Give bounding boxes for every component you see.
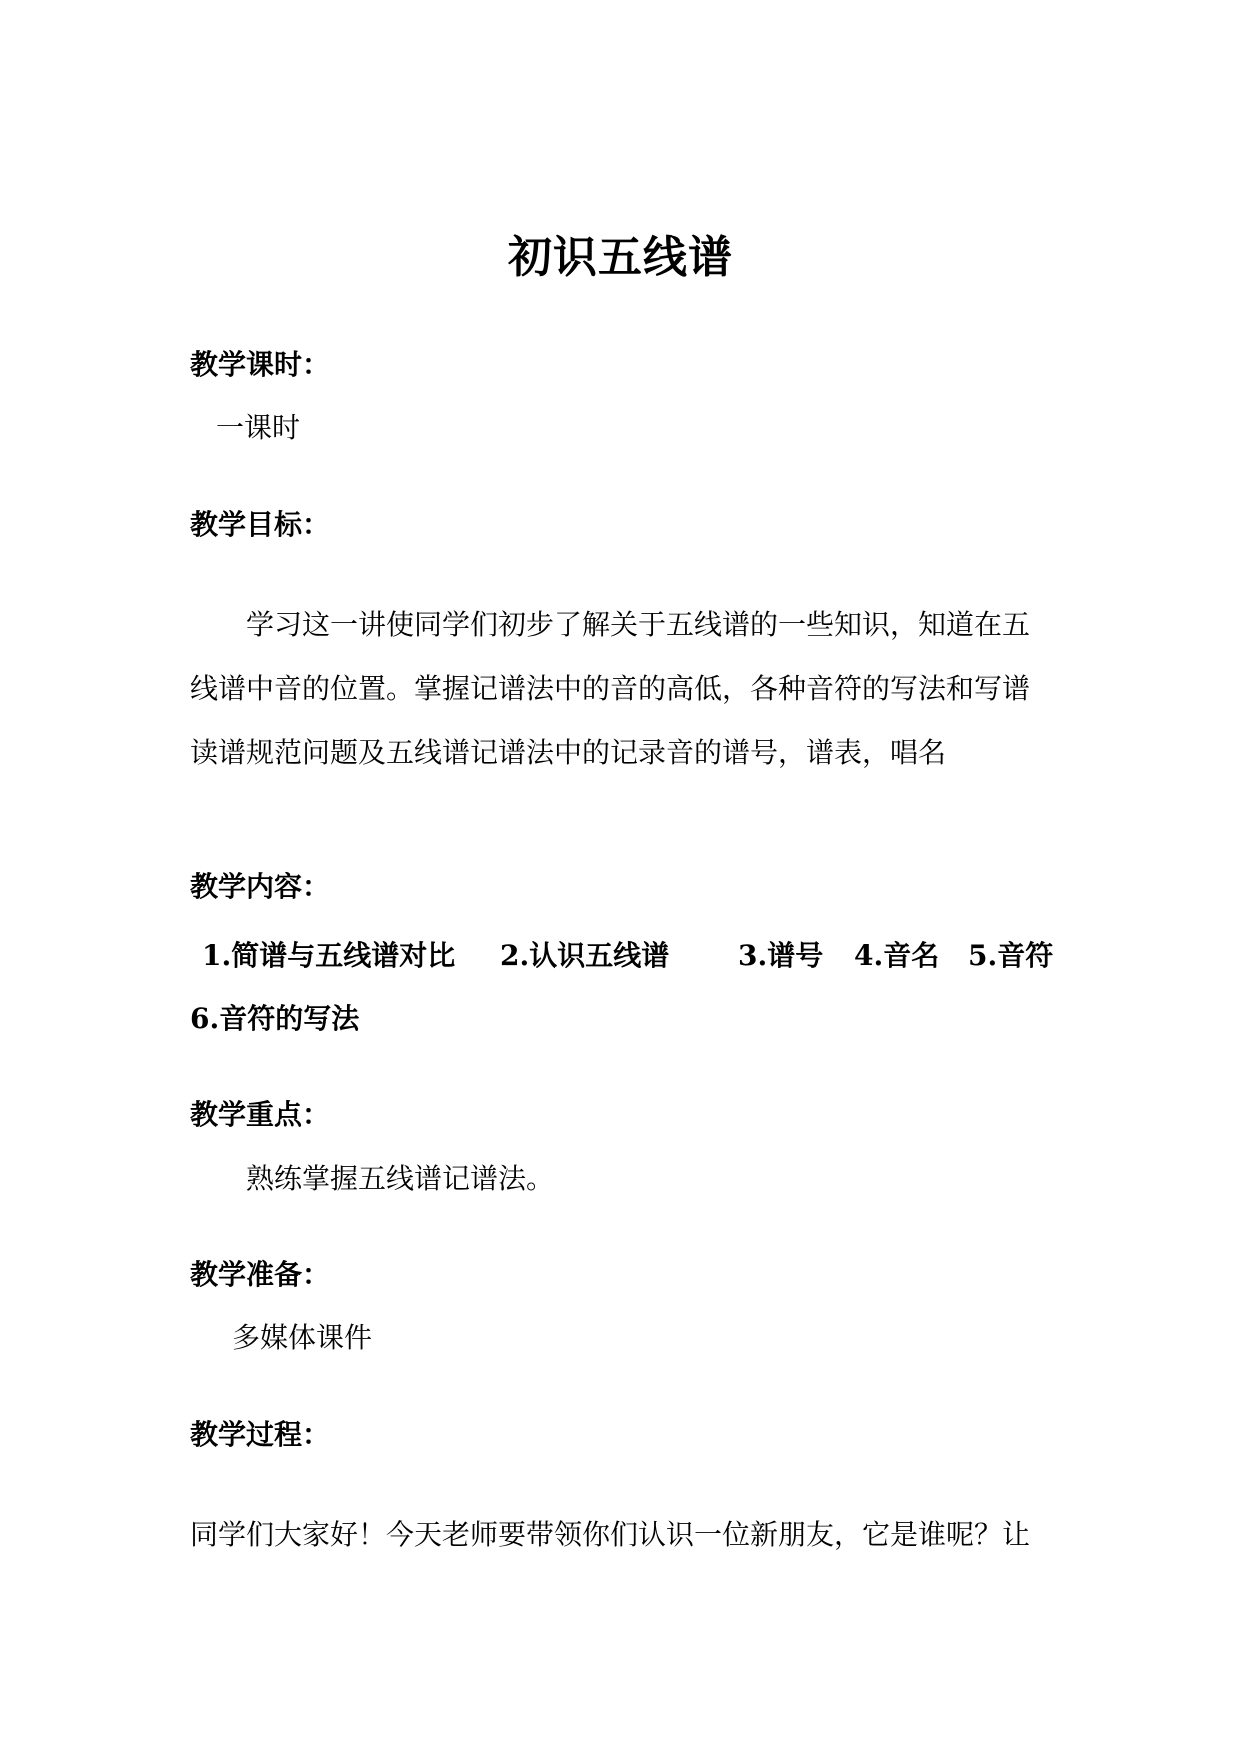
- key-point-heading: 教学重点：: [190, 1098, 331, 1131]
- content-item: 1.简谱与五线谱对比: [202, 939, 456, 972]
- period-body: 一课时: [216, 411, 301, 444]
- content-item: 3.谱号: [738, 939, 824, 972]
- content-item: 6.音符的写法: [190, 1002, 360, 1035]
- preparation-heading: 教学准备：: [190, 1258, 331, 1291]
- content-item: 5.音符: [968, 939, 1054, 972]
- objective-heading: 教学目标：: [190, 508, 331, 541]
- process-heading: 教学过程：: [190, 1418, 331, 1451]
- content-heading: 教学内容：: [190, 870, 331, 903]
- period-heading: 教学课时：: [190, 348, 331, 381]
- preparation-body: 多媒体课件: [232, 1321, 373, 1354]
- document-title: 初识五线谱: [508, 232, 733, 283]
- content-item: 4.音名: [854, 939, 940, 972]
- objective-line-2: 线谱中音的位置。掌握记谱法中的音的高低，各种音符的写法和写谱: [190, 672, 1031, 705]
- process-body: 同学们大家好！今天老师要带领你们认识一位新朋友，它是谁呢？让: [190, 1518, 1031, 1551]
- key-point-body: 熟练掌握五线谱记谱法。: [246, 1162, 555, 1195]
- objective-line-1: 学习这一讲使同学们初步了解关于五线谱的一些知识，知道在五: [246, 608, 1031, 641]
- content-item: 2.认识五线谱: [500, 939, 670, 972]
- objective-line-3: 读谱规范问题及五线谱记谱法中的记录音的谱号，谱表，唱名: [190, 736, 947, 769]
